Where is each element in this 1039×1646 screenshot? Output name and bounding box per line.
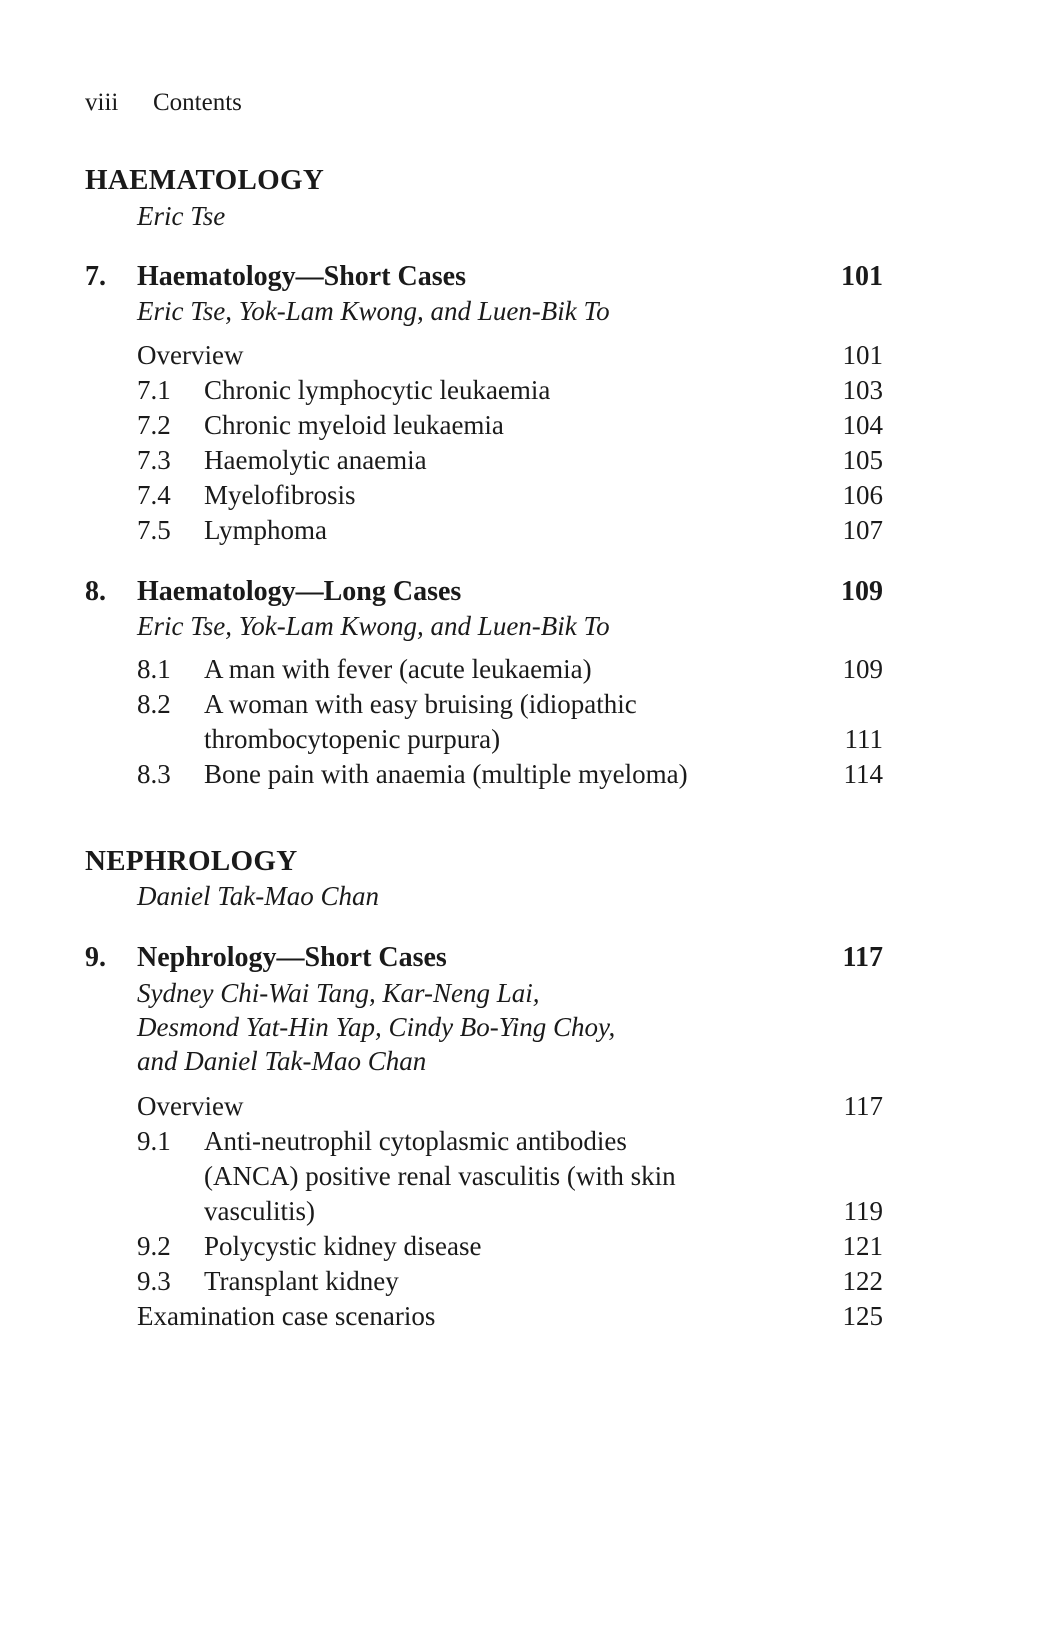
toc-entry-number: 8.2 [137,689,171,719]
chapter-authors: Eric Tse, Yok-Lam Kwong, and Luen-Bik To [137,296,610,326]
toc-entry-page: 106 [842,480,883,510]
toc-entry-page: 107 [842,515,883,545]
toc-entry-title-continued: thrombocytopenic purpura) [204,724,501,754]
toc-entry-page: 121 [842,1231,883,1261]
toc-entry-title: Polycystic kidney disease [204,1231,482,1261]
toc-entry-number: 8.1 [137,654,171,684]
toc-entry-number: 9.2 [137,1231,171,1261]
section-author-haematology: Eric Tse [137,201,226,231]
toc-entry-title: Bone pain with anaemia (multiple myeloma) [204,759,688,789]
toc-entry-number: 9.1 [137,1126,171,1156]
chapter-number: 7. [85,261,106,292]
toc-entry-page: 117 [843,1091,883,1121]
toc-entry-page: 111 [844,724,883,754]
toc-entry-title-continued: vasculitis) [204,1196,315,1226]
section-title-haematology: HAEMATOLOGY [85,164,325,196]
chapter-authors: Sydney Chi-Wai Tang, Kar-Neng Lai, [137,978,540,1008]
chapter-title: Haematology—Short Cases [137,261,466,292]
toc-entry-page: 105 [842,445,883,475]
toc-entry-title: Overview [137,1091,244,1121]
toc-entry-page: 103 [842,375,883,405]
toc-entry-title: Lymphoma [204,515,327,545]
toc-entry-page: 125 [842,1301,883,1331]
toc-entry-title: Haemolytic anaemia [204,445,427,475]
chapter-page-number: 109 [841,576,883,607]
toc-entry-title: Chronic myeloid leukaemia [204,410,504,440]
chapter-authors: Eric Tse, Yok-Lam Kwong, and Luen-Bik To [137,611,610,641]
toc-entry-title: A man with fever (acute leukaemia) [204,654,592,684]
toc-entry-title: Examination case scenarios [137,1301,436,1331]
toc-entry-number: 7.5 [137,515,171,545]
chapter-title: Nephrology—Short Cases [137,942,447,973]
toc-entry-title: Myelofibrosis [204,480,356,510]
chapter-title: Haematology—Long Cases [137,576,462,607]
chapter-number: 8. [85,576,106,607]
section-author-nephrology: Daniel Tak-Mao Chan [137,881,379,911]
chapter-page-number: 101 [841,261,883,292]
toc-entry-title: Anti-neutrophil cytoplasmic antibodies [204,1126,627,1156]
toc-entry-title: Transplant kidney [204,1266,399,1296]
toc-entry-page: 104 [842,410,883,440]
toc-entry-number: 8.3 [137,759,171,789]
toc-entry-page: 109 [842,654,883,684]
toc-entry-page: 119 [843,1196,883,1226]
section-title-nephrology: NEPHROLOGY [85,845,298,877]
toc-entry-title-continued: (ANCA) positive renal vasculitis (with skin [204,1161,676,1191]
chapter-authors: Desmond Yat-Hin Yap, Cindy Bo-Ying Choy, [137,1012,616,1042]
toc-entry-title: Chronic lymphocytic leukaemia [204,375,551,405]
toc-entry-page: 114 [843,759,883,789]
toc-entry-number: 7.1 [137,375,171,405]
toc-entry-number: 7.4 [137,480,171,510]
toc-entry-title: Overview [137,340,244,370]
toc-entry-page: 101 [842,340,883,370]
header-page-number: viii [85,89,119,116]
toc-entry-number: 7.3 [137,445,171,475]
chapter-number: 9. [85,942,106,973]
toc-entry-number: 9.3 [137,1266,171,1296]
chapter-page-number: 117 [842,942,883,973]
toc-entry-title: A woman with easy bruising (idiopathic [204,689,637,719]
toc-entry-number: 7.2 [137,410,171,440]
header-running-title: Contents [153,89,242,116]
toc-entry-page: 122 [842,1266,883,1296]
chapter-authors: and Daniel Tak-Mao Chan [137,1046,427,1076]
